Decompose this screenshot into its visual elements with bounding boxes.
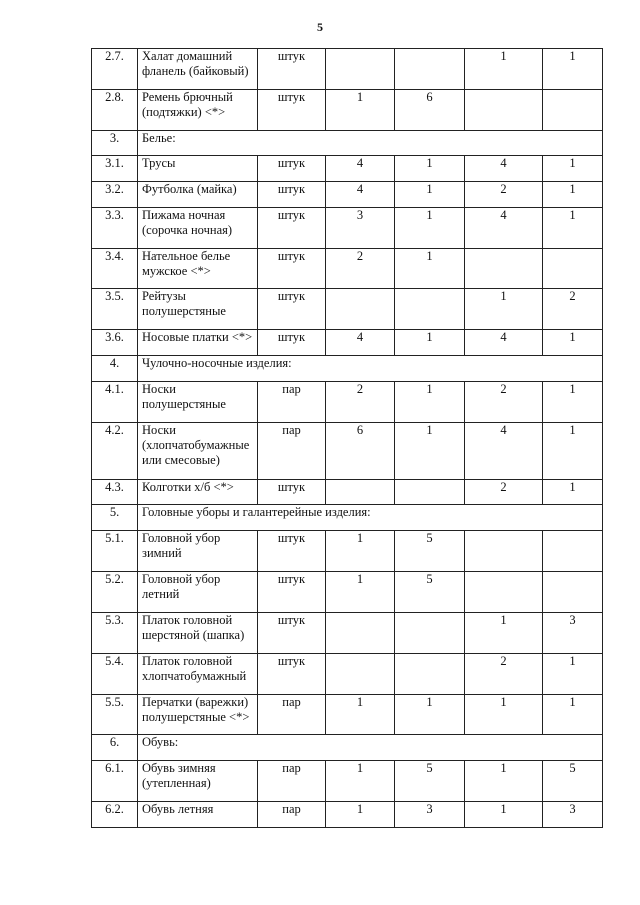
row-number: 3. — [92, 131, 138, 156]
value-cell-1: 1 — [326, 572, 395, 613]
section-title: Белье: — [138, 131, 603, 156]
unit-of-measure: штук — [258, 480, 326, 505]
section-row — [92, 735, 603, 761]
value-cell-2: 1 — [395, 423, 465, 480]
unit-of-measure: пар — [258, 761, 326, 802]
table-body — [92, 49, 603, 828]
table-row — [92, 330, 603, 356]
unit-of-measure: штук — [258, 90, 326, 131]
section-row — [92, 505, 603, 531]
value-cell-1 — [326, 49, 395, 90]
item-name: Платок головной хлопчатобумажный — [138, 654, 258, 695]
value-cell-1: 1 — [326, 531, 395, 572]
value-cell-4: 5 — [543, 761, 603, 802]
value-cell-3: 2 — [465, 182, 543, 208]
unit-of-measure: пар — [258, 802, 326, 828]
value-cell-2: 5 — [395, 572, 465, 613]
unit-of-measure: штук — [258, 182, 326, 208]
unit-of-measure: штук — [258, 613, 326, 654]
table-row — [92, 249, 603, 289]
table-row — [92, 802, 603, 828]
row-number: 5. — [92, 505, 138, 531]
value-cell-4: 2 — [543, 289, 603, 330]
value-cell-3 — [465, 572, 543, 613]
value-cell-1: 1 — [326, 90, 395, 131]
unit-of-measure: штук — [258, 208, 326, 249]
item-name: Обувь летняя — [138, 802, 258, 828]
value-cell-3: 2 — [465, 480, 543, 505]
unit-of-measure: штук — [258, 531, 326, 572]
value-cell-4 — [543, 572, 603, 613]
table-row — [92, 654, 603, 695]
unit-of-measure: штук — [258, 330, 326, 356]
section-row — [92, 356, 603, 382]
unit-of-measure: штук — [258, 654, 326, 695]
row-number: 4. — [92, 356, 138, 382]
value-cell-1: 4 — [326, 330, 395, 356]
row-number: 5.3. — [92, 613, 138, 654]
item-name: Головной убор зимний — [138, 531, 258, 572]
value-cell-1 — [326, 289, 395, 330]
item-name: Колготки х/б <*> — [138, 480, 258, 505]
table-row — [92, 613, 603, 654]
item-name: Рейтузы полушерстяные — [138, 289, 258, 330]
value-cell-1 — [326, 613, 395, 654]
row-number: 2.7. — [92, 49, 138, 90]
value-cell-3: 1 — [465, 613, 543, 654]
value-cell-1: 1 — [326, 802, 395, 828]
row-number: 5.2. — [92, 572, 138, 613]
value-cell-1: 2 — [326, 249, 395, 289]
value-cell-1 — [326, 480, 395, 505]
value-cell-4: 3 — [543, 802, 603, 828]
value-cell-3: 1 — [465, 289, 543, 330]
value-cell-4: 1 — [543, 654, 603, 695]
row-number: 6.1. — [92, 761, 138, 802]
unit-of-measure: штук — [258, 49, 326, 90]
page-number: 5 — [317, 20, 323, 34]
row-number: 4.1. — [92, 382, 138, 423]
row-number: 3.6. — [92, 330, 138, 356]
value-cell-1: 6 — [326, 423, 395, 480]
value-cell-2: 1 — [395, 182, 465, 208]
item-name: Нательное белье мужское <*> — [138, 249, 258, 289]
row-number: 3.3. — [92, 208, 138, 249]
value-cell-3: 2 — [465, 654, 543, 695]
value-cell-2: 1 — [395, 249, 465, 289]
item-name: Футболка (майка) — [138, 182, 258, 208]
row-number: 6.2. — [92, 802, 138, 828]
table-row — [92, 208, 603, 249]
value-cell-3: 2 — [465, 382, 543, 423]
row-number: 5.5. — [92, 695, 138, 735]
unit-of-measure: пар — [258, 423, 326, 480]
section-title: Чулочно-носочные изделия: — [138, 356, 603, 382]
value-cell-4: 1 — [543, 49, 603, 90]
row-number: 5.1. — [92, 531, 138, 572]
value-cell-4: 1 — [543, 182, 603, 208]
value-cell-2: 1 — [395, 330, 465, 356]
table-row — [92, 182, 603, 208]
value-cell-3: 4 — [465, 208, 543, 249]
value-cell-2 — [395, 480, 465, 505]
item-name: Платок головной шерстяной (шапка) — [138, 613, 258, 654]
value-cell-2 — [395, 654, 465, 695]
row-number: 3.5. — [92, 289, 138, 330]
value-cell-3 — [465, 531, 543, 572]
table-row — [92, 156, 603, 182]
unit-of-measure: штук — [258, 572, 326, 613]
value-cell-4 — [543, 531, 603, 572]
value-cell-2 — [395, 49, 465, 90]
value-cell-3: 1 — [465, 761, 543, 802]
row-number: 2.8. — [92, 90, 138, 131]
value-cell-3: 4 — [465, 156, 543, 182]
unit-of-measure: пар — [258, 382, 326, 423]
value-cell-2: 5 — [395, 761, 465, 802]
value-cell-1 — [326, 654, 395, 695]
row-number: 6. — [92, 735, 138, 761]
table-row — [92, 382, 603, 423]
table-row — [92, 480, 603, 505]
table-row — [92, 90, 603, 131]
value-cell-4 — [543, 90, 603, 131]
value-cell-4: 1 — [543, 330, 603, 356]
item-name: Трусы — [138, 156, 258, 182]
value-cell-4: 1 — [543, 480, 603, 505]
table-row — [92, 572, 603, 613]
item-name: Обувь зимняя (утепленная) — [138, 761, 258, 802]
table-row — [92, 423, 603, 480]
value-cell-3 — [465, 90, 543, 131]
value-cell-3: 4 — [465, 330, 543, 356]
table-row — [92, 695, 603, 735]
item-name: Пижама ночная (сорочка ночная) — [138, 208, 258, 249]
value-cell-2: 1 — [395, 208, 465, 249]
value-cell-4: 1 — [543, 423, 603, 480]
value-cell-4 — [543, 249, 603, 289]
section-title: Обувь: — [138, 735, 603, 761]
value-cell-2 — [395, 613, 465, 654]
unit-of-measure: штук — [258, 289, 326, 330]
value-cell-3: 4 — [465, 423, 543, 480]
value-cell-1: 3 — [326, 208, 395, 249]
value-cell-1: 1 — [326, 695, 395, 735]
table-row — [92, 531, 603, 572]
value-cell-1: 1 — [326, 761, 395, 802]
value-cell-4: 1 — [543, 382, 603, 423]
table-row — [92, 49, 603, 90]
value-cell-1: 4 — [326, 156, 395, 182]
unit-of-measure: пар — [258, 695, 326, 735]
value-cell-3: 1 — [465, 49, 543, 90]
table-row — [92, 761, 603, 802]
item-name: Носки (хлопчатобумажные или смесовые) — [138, 423, 258, 480]
value-cell-2: 1 — [395, 695, 465, 735]
value-cell-3: 1 — [465, 695, 543, 735]
table-row — [92, 289, 603, 330]
row-number: 3.2. — [92, 182, 138, 208]
item-name: Ремень брючный (подтяжки) <*> — [138, 90, 258, 131]
value-cell-4: 3 — [543, 613, 603, 654]
item-name: Халат домашний фланель (байковый) — [138, 49, 258, 90]
value-cell-1: 2 — [326, 382, 395, 423]
value-cell-4: 1 — [543, 695, 603, 735]
row-number: 4.3. — [92, 480, 138, 505]
item-name: Перчатки (варежки) полушерстяные <*> — [138, 695, 258, 735]
item-name: Носовые платки <*> — [138, 330, 258, 356]
row-number: 3.4. — [92, 249, 138, 289]
value-cell-2: 5 — [395, 531, 465, 572]
section-title: Головные уборы и галантерейные изделия: — [138, 505, 603, 531]
item-name: Головной убор летний — [138, 572, 258, 613]
value-cell-2: 6 — [395, 90, 465, 131]
supply-norms-table — [91, 48, 603, 828]
row-number: 3.1. — [92, 156, 138, 182]
unit-of-measure: штук — [258, 249, 326, 289]
value-cell-4: 1 — [543, 156, 603, 182]
value-cell-1: 4 — [326, 182, 395, 208]
item-name: Носки полушерстяные — [138, 382, 258, 423]
row-number: 5.4. — [92, 654, 138, 695]
row-number: 4.2. — [92, 423, 138, 480]
value-cell-3: 1 — [465, 802, 543, 828]
value-cell-2 — [395, 289, 465, 330]
value-cell-3 — [465, 249, 543, 289]
value-cell-2: 3 — [395, 802, 465, 828]
value-cell-2: 1 — [395, 382, 465, 423]
value-cell-2: 1 — [395, 156, 465, 182]
unit-of-measure: штук — [258, 156, 326, 182]
value-cell-4: 1 — [543, 208, 603, 249]
section-row — [92, 131, 603, 156]
